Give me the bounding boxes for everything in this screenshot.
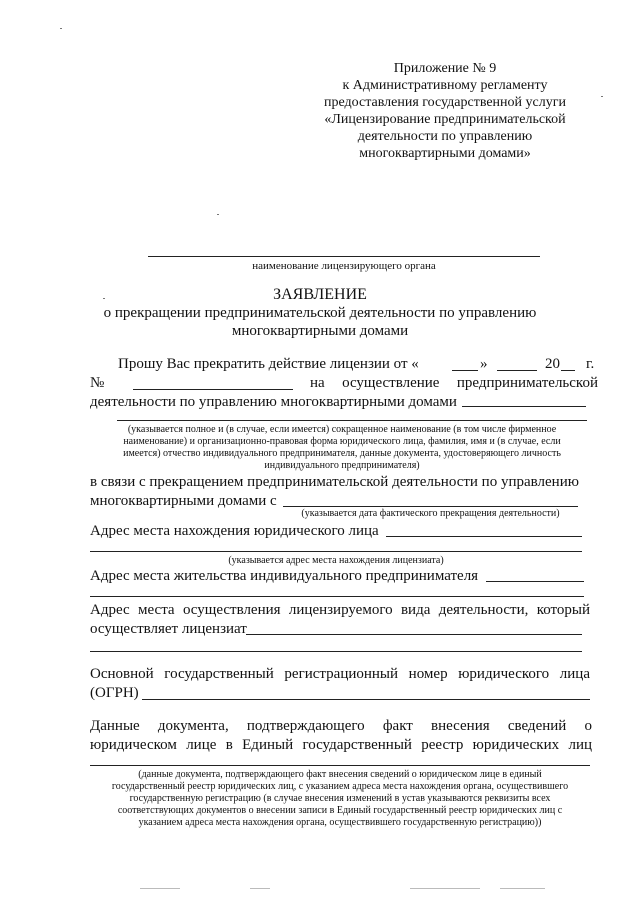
org-name-caption: наименование лицензирующего органа — [252, 260, 436, 272]
appendix-line: многоквартирными домами» — [359, 146, 531, 161]
scan-trace — [500, 888, 545, 889]
scan-speck — [601, 96, 603, 97]
appendix-line: к Административному регламенту — [342, 78, 548, 93]
request-year-prefix: 20 — [545, 356, 560, 372]
activity-address-field-2[interactable] — [90, 651, 582, 652]
license-day-field[interactable] — [452, 370, 478, 371]
license-number-label: № — [90, 375, 105, 391]
registry-label: Данные документа, подтверждающего факт внесения сведений о — [90, 718, 592, 734]
caption-line: индивидуального предпринимателя) — [264, 460, 420, 471]
license-year-field[interactable] — [561, 370, 575, 371]
legal-address-label: Адрес места нахождения юридического лица — [90, 523, 379, 539]
licensee-field-1[interactable] — [462, 406, 586, 407]
appendix-line: предоставления государственной услуги — [324, 95, 566, 110]
caption-line: государственный реестр юридических лиц, с указанием адреса места нахождения органа, осуществившего — [111, 781, 569, 792]
registry-label-2: юридическом лице в Единый государственный реестр юридических лиц — [90, 737, 592, 753]
caption-line: наименование) и организационно-правовая форма юридического лица, фамилия, имя и (в случае, если — [123, 436, 561, 447]
license-month-field[interactable] — [497, 370, 537, 371]
legal-address-caption: (указывается адрес места нахождения лицензиата) — [228, 555, 444, 566]
request-text: Прошу Вас прекратить действие лицензии от « — [118, 356, 419, 372]
caption-line: имеется) отчество индивидуального предпринимателя, данные документа, удостоверяющего личность — [123, 448, 561, 459]
scan-speck — [60, 28, 62, 29]
residence-address-label: Адрес места жительства индивидуального предпринимателя — [90, 568, 479, 584]
residence-address-field-2[interactable] — [90, 596, 584, 597]
termination-text-2: многоквартирными домами с — [90, 493, 277, 509]
appendix-line: «Лицензирование предпринимательской — [324, 112, 566, 127]
ogrn-label-2: (ОГРН) — [90, 685, 139, 701]
registry-caption — [85, 769, 595, 829]
document-subtitle-2: многоквартирными домами — [231, 323, 409, 339]
license-number-field[interactable] — [133, 389, 293, 390]
legal-address-field-2[interactable] — [90, 551, 582, 552]
termination-caption: (указывается дата фактического прекращения деятельности) — [301, 508, 560, 519]
residence-address-field-1[interactable] — [486, 581, 584, 582]
termination-date-field[interactable] — [283, 506, 578, 507]
caption-line: государственную регистрацию (в случае внесения изменений в устав указываются реквизиты всех — [129, 793, 551, 804]
registry-field[interactable] — [90, 765, 590, 766]
appendix-line: Приложение № 9 — [393, 61, 497, 76]
licensee-caption — [92, 424, 592, 472]
scan-trace — [250, 888, 270, 889]
legal-address-field-1[interactable] — [386, 536, 582, 537]
document-subtitle: о прекращении предпринимательской деятельности по управлению — [103, 305, 537, 321]
termination-text: в связи с прекращением предпринимательской деятельности по управлению — [90, 474, 579, 490]
ogrn-field[interactable] — [142, 699, 590, 700]
ogrn-label: Основной государственный регистрационный номер юридического лица — [90, 666, 590, 682]
request-text-3: деятельности по управлению многоквартирными домами — [90, 394, 457, 410]
appendix-line: деятельности по управлению — [357, 129, 533, 144]
scan-trace — [140, 888, 180, 889]
activity-address-label: Адрес места осуществления лицензируемого вида деятельности, который — [90, 602, 590, 618]
activity-address-label-2: осуществляет лицензиат — [90, 621, 247, 637]
appendix-header — [300, 60, 590, 162]
request-quote-close: » — [480, 356, 488, 372]
scan-speck — [217, 214, 219, 215]
caption-line: соответствующих документов о внесении записи в Единый государственный реестр юридических лиц с — [117, 805, 563, 816]
request-year-suffix: г. — [586, 356, 595, 372]
org-name-field[interactable] — [148, 256, 540, 257]
caption-line: указанием адреса места нахождения органа, осуществившего государственную регистрацию)) — [138, 817, 542, 828]
activity-address-field-1[interactable] — [246, 634, 582, 635]
scan-trace — [410, 888, 480, 889]
request-text-2: на осуществление предпринимательской — [310, 375, 598, 391]
document-title: ЗАЯВЛЕНИЕ — [273, 286, 367, 303]
caption-line: (данные документа, подтверждающего факт внесения сведений о юридическом лице в единый — [138, 769, 542, 780]
licensee-field-2[interactable] — [117, 420, 587, 421]
caption-line: (указывается полное и (в случае, если имеется) сокращенное наименование (в том числе фирменное — [127, 424, 557, 435]
